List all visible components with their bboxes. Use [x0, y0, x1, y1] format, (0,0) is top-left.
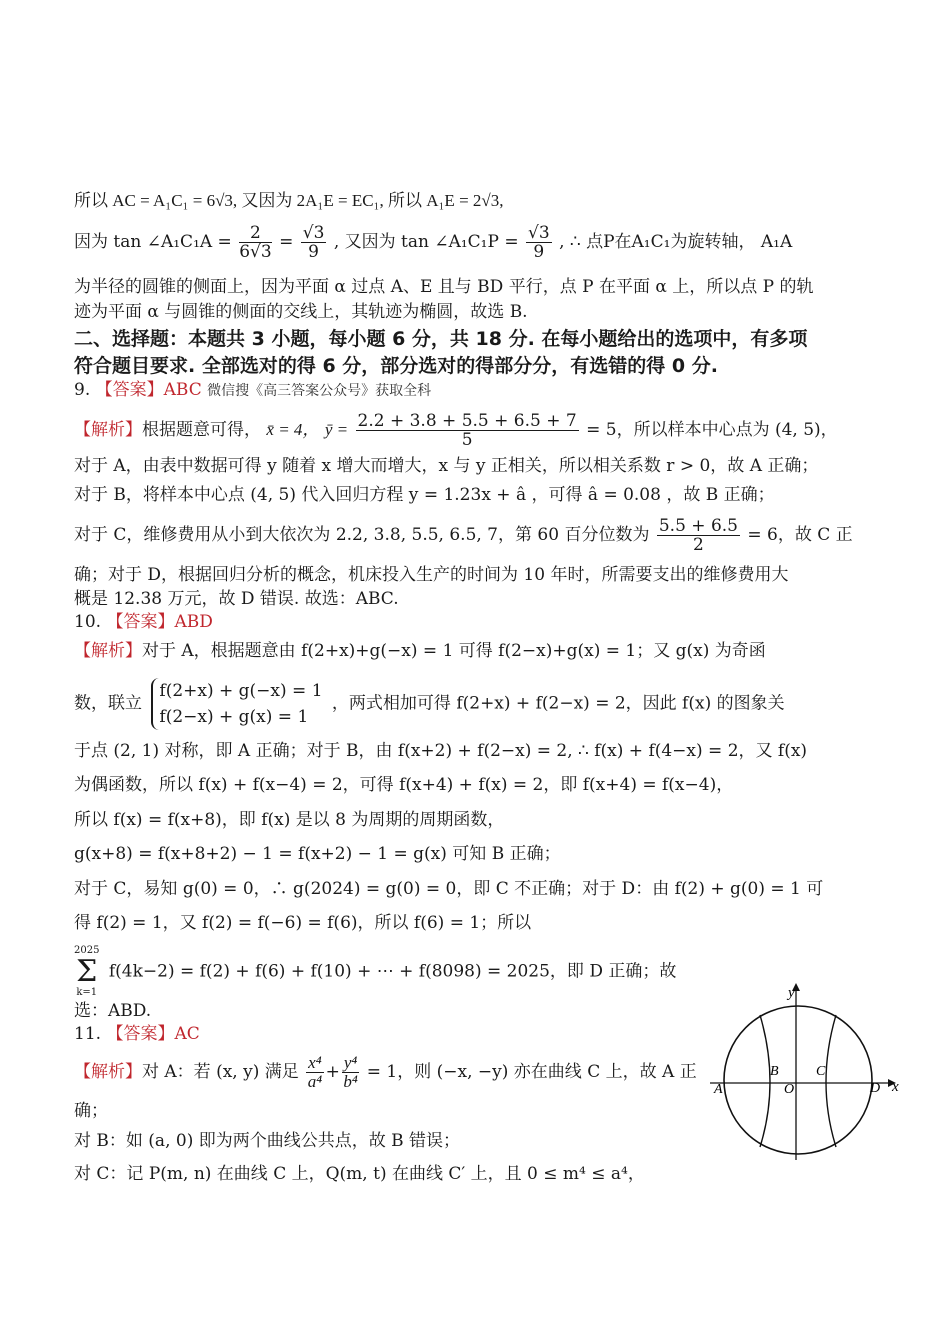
text-line [74, 516, 853, 555]
denominator: 5 [461, 430, 473, 450]
text-line [74, 1163, 840, 1185]
text-line-content: 对 C：记 P(m, n) 在曲线 C 上，Q(m, t) 在曲线 C′ 上，且 0 ≤ m⁴ ≤ a⁴， [74, 1164, 645, 1184]
text-line [74, 224, 840, 261]
numerator: y⁴ [343, 1053, 358, 1072]
y-label: y [788, 985, 795, 1001]
fraction [306, 1054, 323, 1091]
text-line-content: 对 B：如 (a, 0) 即为两个曲线公共点，故 B 错误； [74, 1131, 461, 1151]
section-heading-line: 二、选择题：本题共 3 小题，每小题 6 分，共 18 分. 在每小题给出的选项中，有多项 [74, 328, 808, 350]
denominator: 9 [308, 242, 319, 262]
answer-line [74, 379, 840, 402]
text-line-content: 确；对于 D，根据回归分析的概念，机床投入生产的时间为 10 年时，所需要支出的维修费用大 [74, 565, 789, 585]
point-D-label: D [870, 1081, 881, 1096]
numerator: √3 [302, 223, 325, 243]
fraction [657, 517, 740, 554]
point-B-label: B [770, 1064, 779, 1079]
numerator: 5.5 + 6.5 [658, 516, 738, 536]
text-line [74, 740, 840, 762]
numerator: 2 [239, 224, 271, 243]
section-heading [74, 355, 840, 377]
watermark-note: 微信搜《高三答案公众号》获取全科 [207, 383, 432, 399]
fraction [356, 412, 579, 449]
denominator: 6√3 [239, 242, 272, 262]
text-line [74, 809, 840, 831]
text-line [74, 678, 840, 730]
origin-label: O [784, 1082, 795, 1097]
equation: f(2−x) + g(x) = 1 [159, 707, 309, 727]
text-line-content: 迹为平面 α 与圆锥的侧面的交线上，其轨迹为椭圆，故选 B. [74, 302, 528, 322]
text-part: = 6，故 C 正 [747, 525, 853, 545]
text-part: 根据题意可得， [142, 420, 261, 440]
equation-system [151, 678, 322, 730]
text-line-content: 选：ABD. [74, 1001, 152, 1021]
fraction [239, 224, 271, 261]
answer-tag: 【答案】 [106, 1024, 175, 1044]
text-part: 对于 C，维修费用从小到大依次为 2.2, 3.8, 5.5, 6.5, 7，第 60 百分位数为 [74, 525, 650, 545]
text-line [74, 564, 840, 586]
text-line [74, 484, 840, 506]
text-line [74, 301, 840, 323]
curve-figure [708, 975, 908, 1165]
text-line-content: 得 f(2) = 1，又 f(2) = f(−6) = f(6)，所以 f(6) = 1；所以 [74, 913, 532, 933]
text-line [74, 912, 840, 934]
text-part: 对 A：若 (x, y) 满足 [142, 1062, 299, 1082]
analysis-tag: 【解析】 [74, 1062, 142, 1082]
text-line-content: 确； [74, 1101, 108, 1121]
text-line-content: 对于 A，由表中数据可得 y 随着 x 增大而增大，x 与 y 正相关，所以相关系数 r > 0，故 A 正确； [74, 456, 819, 476]
text-line [74, 276, 840, 298]
numerator: x⁴ [308, 1053, 322, 1072]
answer-value: AC [174, 1024, 200, 1044]
answer-value: ABD [174, 612, 213, 632]
text-part: = [279, 232, 294, 252]
text-part: , 又因为 tan ∠A₁C₁P = [333, 232, 519, 252]
analysis-tag: 【解析】 [74, 420, 142, 440]
text-line [74, 588, 840, 610]
question-number: 10. [74, 612, 102, 632]
text-part: 对于 A，根据题意由 f(2+x)+g(−x) = 1 可得 f(2−x)+g(x) = 1；又 g(x) 为奇函 [142, 641, 766, 661]
text-line-content: 概是 12.38 万元，故 D 错误. 故选：ABC. [74, 589, 399, 609]
text-part: , ∴ 点P在A₁C₁为旋转轴， A₁A [559, 232, 793, 252]
denominator: 2 [693, 535, 704, 555]
fraction [526, 224, 552, 261]
text-line [74, 455, 840, 477]
fraction [342, 1054, 359, 1091]
x-label: x [892, 1079, 899, 1095]
text-part: ，两式相加可得 f(2+x) + f(2−x) = 2，因此 f(x) 的图象关 [331, 693, 785, 714]
text-line-content: 所以 AC = A₁C₁ = 6√3, 又因为 2A₁E = EC₁, 所以 A₁E = 2√3, [74, 191, 504, 210]
text-line-content: g(x+8) = f(x+8+2) − 1 = f(x+2) − 1 = g(x) 可知 B 正确； [74, 844, 561, 864]
text-part: 因为 tan ∠A₁C₁A = [74, 232, 232, 252]
section-heading-line: 符合题目要求. 全部选对的得 6 分，部分选对的得部分分，有选错的得 0 分. [74, 355, 718, 377]
text-line [74, 843, 840, 865]
answer-line [74, 611, 840, 633]
question-number: 11. [74, 1024, 102, 1044]
text-part: = 5，所以样本中心点为 (4, 5)， [586, 420, 838, 440]
denominator: 9 [533, 242, 545, 262]
text-line-content: 对于 C，易知 g(0) = 0，∴ g(2024) = g(0) = 0，即 C 不正确；对于 D：由 f(2) + g(0) = 1 可 [74, 879, 824, 899]
sum-upper: 2025 [74, 945, 100, 956]
text-line-content: 所以 f(x) = f(x+8)，即 f(x) 是以 8 为周期的周期函数， [74, 810, 505, 830]
denominator: b⁴ [343, 1072, 358, 1091]
answer-tag: 【答案】 [95, 380, 164, 400]
text-line [74, 640, 840, 662]
summation [74, 945, 99, 999]
text-part: 数，联立 [74, 693, 142, 714]
section-heading [74, 328, 840, 350]
text-line [74, 412, 840, 449]
answer-tag: 【答案】 [106, 612, 175, 632]
point-C-label: C [816, 1064, 826, 1079]
outer-curve [724, 1006, 872, 1154]
inner-curve-right [826, 1015, 836, 1147]
text-part: = 1，则 (−x, −y) 亦在曲线 C 上，故 A 正 [366, 1062, 697, 1082]
text-part: f(4k−2) = f(2) + f(6) + f(10) + ⋯ + f(8098) = 2025，即 D 正确；故 [108, 961, 677, 982]
equation: f(2+x) + g(−x) = 1 [159, 681, 323, 701]
text-line [74, 878, 840, 900]
question-number: 9. [74, 380, 91, 400]
text-part: ȳ = [324, 420, 349, 439]
text-line-content: 为偶函数，所以 f(x) + f(x−4) = 2，可得 f(x+4) + f(x) = 2，即 f(x+4) = f(x−4)， [74, 775, 734, 795]
answer-value: ABC [163, 380, 202, 400]
text-line-content: 于点 (2, 1) 对称，即 A 正确；对于 B，由 f(x+2) + f(2−x) = 2, ∴ f(x) + f(4−x) = 2，又 f(x) [74, 741, 808, 761]
text-line [74, 190, 840, 212]
text-line [74, 1054, 700, 1091]
fraction [301, 224, 327, 261]
analysis-tag: 【解析】 [74, 641, 142, 661]
inner-curve-left [760, 1015, 770, 1147]
text-line [74, 774, 840, 796]
text-line-content: 为半径的圆锥的侧面上，因为平面 α 过点 A、E 且与 BD 平行，点 P 在平面 α 上，所以点 P 的轨 [74, 277, 814, 297]
text-line-content: 对于 B，将样本中心点 (4, 5) 代入回归方程 y = 1.23x + â ，可得 â = 0.08 ，故 B 正确； [74, 485, 775, 505]
plus-sign: + [325, 1062, 340, 1082]
sum-lower: k=1 [76, 987, 98, 998]
denominator: a⁴ [307, 1072, 323, 1091]
point-A-label: A [714, 1082, 723, 1097]
text-part: x̄ = 4， [266, 420, 320, 439]
numerator: √3 [528, 223, 550, 243]
numerator: 2.2 + 3.8 + 5.5 + 6.5 + 7 [357, 411, 577, 431]
sum-sign: Σ [76, 954, 98, 989]
